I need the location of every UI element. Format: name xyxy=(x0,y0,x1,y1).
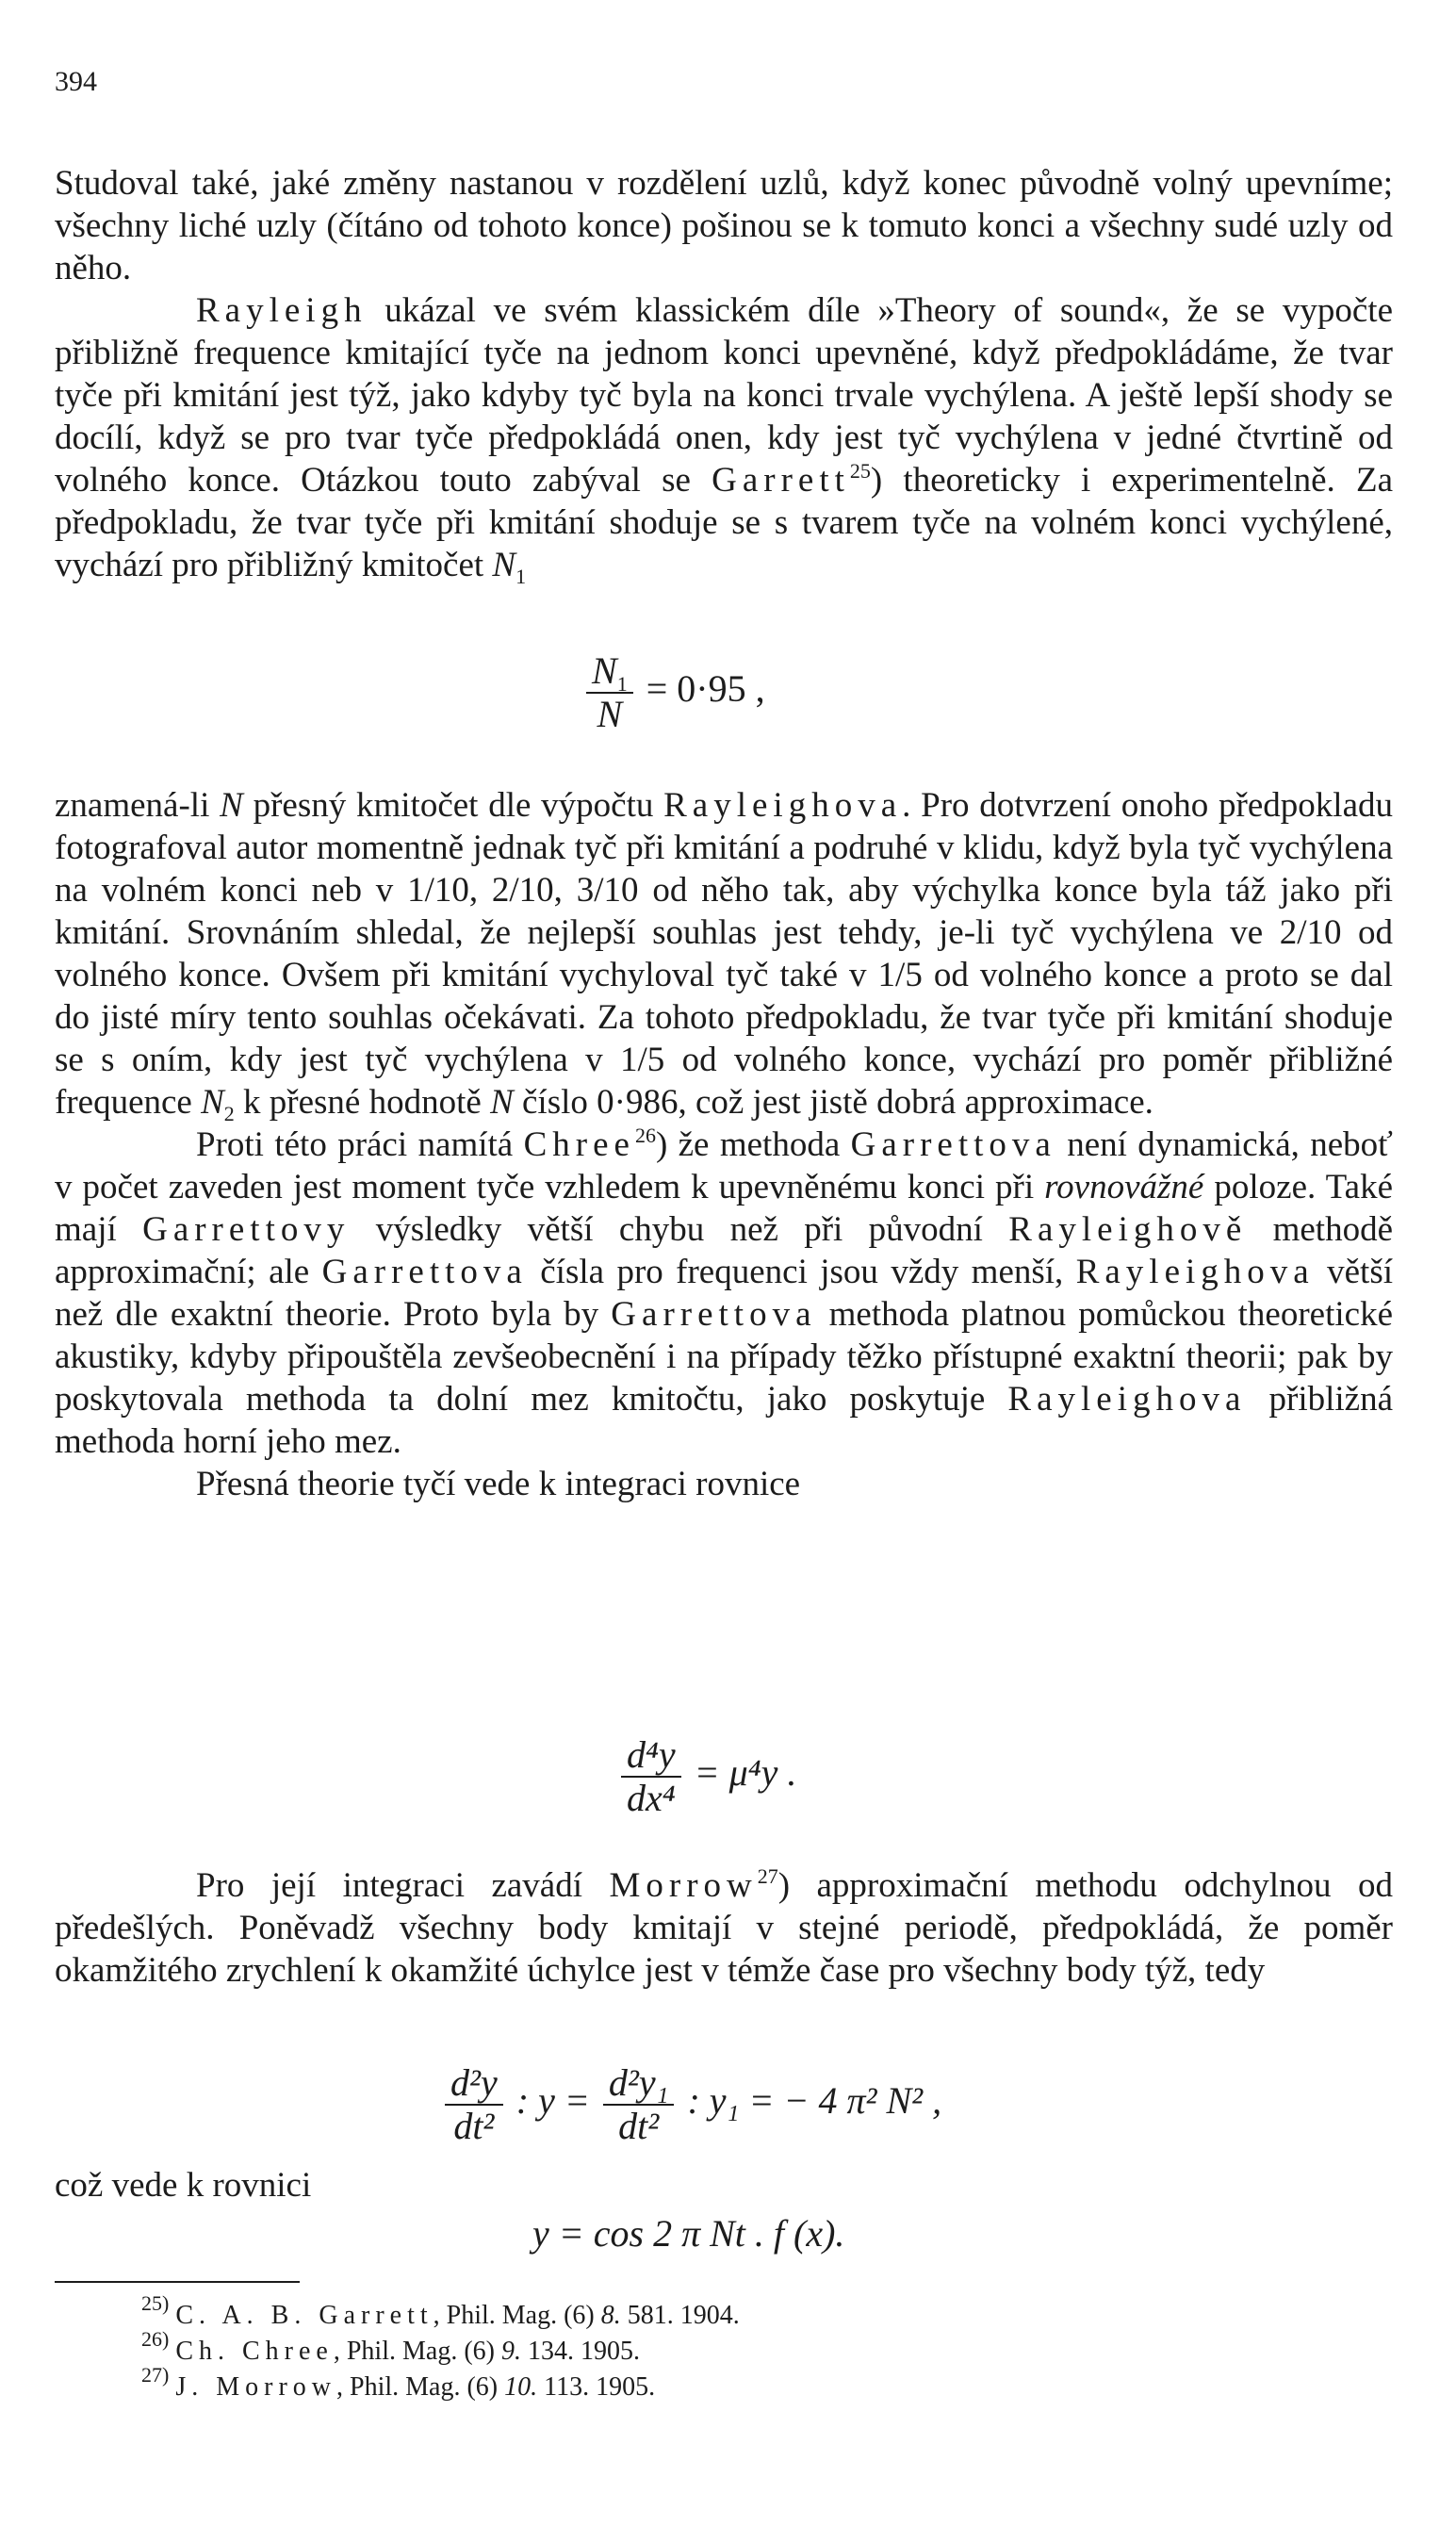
footnote-25: $^{25)}$ C. A. B. Garrett, Phil. Mag. (6) 8. 581. 1904. xyxy=(141,2291,740,2330)
body-text-middle xyxy=(55,784,1393,1505)
equation-acceleration: $\frac{\text{d²y}}{\text{dt²}}$ : y = $\frac{\text{d²y₁}}{\text{dt²}}$ : y₁ = − 4 π² N² , xyxy=(441,2062,941,2147)
equation-ratio: $\frac{N_1}{N}$ = 0·95 , xyxy=(582,650,765,735)
author-name: Rayleighova xyxy=(663,786,903,825)
paragraph-3: znamená-li N přesný kmitočet dle výpočtu Rayleighova. Pro dotvrzení onoho předpokladu fotografoval autor momentně jednak tyč při kmitání a podruhé v klidu, když byla tyč vychýlena na volném konci neb v 1/10, 2/10, 3/10 od něho tak, aby výchylka konce byla táž jako při kmitání. Srovnáním shledal, že nejlepší souhlas jest tehdy, je-li tyč vychýlena ve 2/10 od volného konce. Ovšem při kmitání vychyloval tyč také v 1/5 od volného konce a proto se dal do jisté míry tento souhlas očekávati. Za tohoto předpokladu, že tvar tyče při kmitání shoduje se s oním, kdy jest tyč vychýlena v 1/5 od volného konce, vychází pro poměr přibližné frequence $N_2$ k přesné hodnotě N číslo 0·986, což jest jistě dobrá approximace. xyxy=(55,786,1393,1125)
equation-differential: $\frac{\text{d⁴y}}{\text{dx⁴}}$ = μ⁴y . xyxy=(617,1734,796,1819)
equation-solution: y = cos 2 π Nt . f (x). xyxy=(532,2212,845,2255)
footnote-ref: 25 xyxy=(849,459,871,483)
body-text-bottom xyxy=(55,1864,1393,1992)
footnote-divider xyxy=(55,2281,300,2283)
footnote-ref: 27 xyxy=(757,1864,778,1888)
footnotes xyxy=(141,2291,740,2405)
paragraph-4: Proti této práci namítá Chree$^{26}$) že methoda Garrettova není dynamická, neboť v počet zaveden jest moment tyče vzhledem k upevněnému konci při rovnovážné poloze. Také mají Garrettovy výsledky větší chybu než při původní Rayleighově methodě approximační; ale Garrettova čísla pro frequenci jsou vždy menší, Rayleighova větší než dle exaktní theorie. Proto byla by Garrettova methoda platnou pomůckou theoretické akustiky, kdyby připouštěla zevšeobecnění i na případy těžko přístupné exaktní theorii; pak by poskytovala methoda ta dolní mez kmitočtu, jako poskytuje Rayleighova přibližná methoda horní jeho mez. xyxy=(55,1124,1394,1461)
page-number: 394 xyxy=(55,66,97,97)
footnote-27: $^{27)}$ J. Morrow, Phil. Mag. (6) 10. 113. 1905. xyxy=(141,2363,656,2402)
paragraph-7: což vede k rovnici xyxy=(55,2166,312,2205)
author-name: Garrett xyxy=(712,461,850,500)
author-name: Rayleigh xyxy=(196,291,368,330)
body-text-closing xyxy=(55,2164,1393,2207)
footnote-26: $^{26)}$ Ch. Chree, Phil. Mag. (6) 9. 134. 1905. xyxy=(141,2327,640,2366)
paragraph-5: Přesná theorie tyčí vede k integraci rovnice xyxy=(196,1465,801,1503)
paragraph-2: Rayleigh ukázal ve svém klassickém díle »Theory of sound«, že se vypočte přibližně frequence kmitající tyče na jednom konci upevněné, když předpokládáme, že tvar tyče při kmitání jest týž, jako kdyby tyč byla na konci trvale vychýlena. A ještě lepší shody se docílí, když se pro tvar tyče předpokládá onen, kdy jest tyč vychýlena v jedné čtvrtině od volného konce. Otázkou touto zabýval se Garrett$^{25}$) theoreticky i experimentelně. Za předpokladu, že tvar tyče při kmitání shoduje se s tvarem tyče na volném konci vychýlené, vychází pro přibližný kmitočet $N_1$ xyxy=(55,291,1393,588)
paragraph-6: Pro její integraci zavádí Morrow$^{27}$) approximační methodu odchylnou od předešlých. Poněvadž všechny body kmitají v stejné periodě, předpokládá, že poměr okamžitého zrychlení k okamžité úchylce jest v témže čase pro všechny body týž, tedy xyxy=(55,1864,1393,1990)
paragraph-1: Studoval také, jaké změny nastanou v rozdělení uzlů, když konec původně volný upevníme; všechny liché uzly (čítáno od tohoto konce) pošinou se k tomuto konci a všechny sudé uzly od něho. xyxy=(55,164,1393,287)
footnote-ref: 26 xyxy=(634,1124,656,1147)
body-text-top xyxy=(55,162,1393,586)
